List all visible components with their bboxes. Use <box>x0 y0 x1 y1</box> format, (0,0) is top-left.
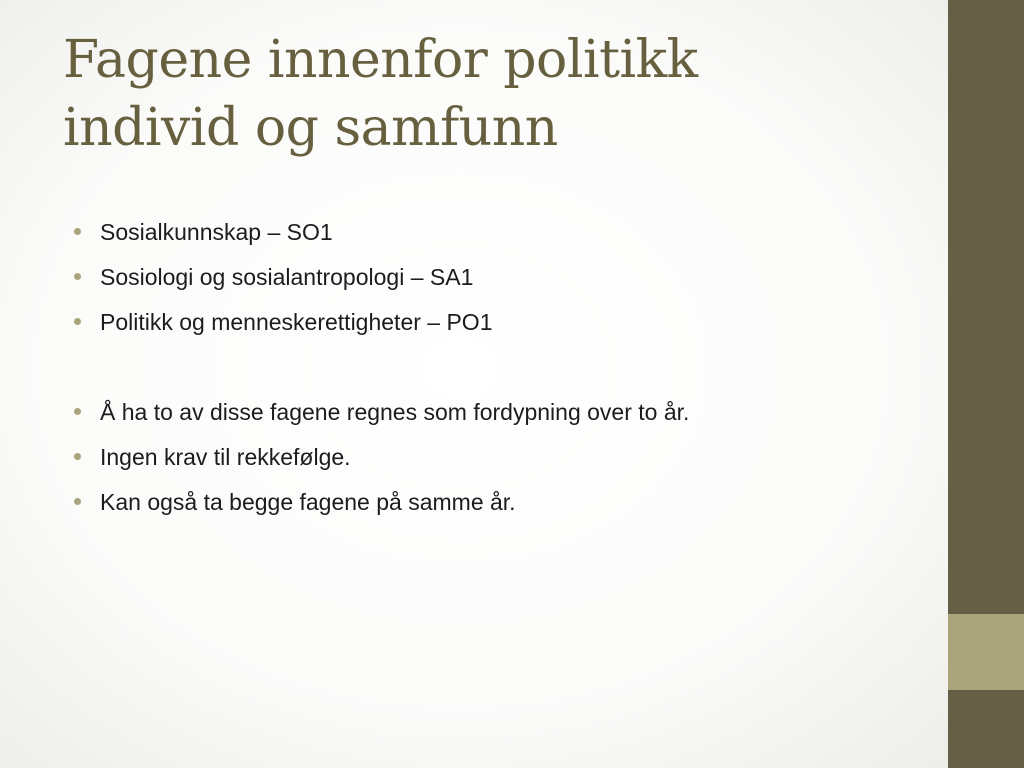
bullet-dot-icon <box>74 408 81 415</box>
bullet-text: Sosialkunnskap – SO1 <box>100 219 333 245</box>
side-accent-block <box>948 614 1024 690</box>
bullet-item-sosialkunnskap <box>72 210 932 255</box>
bullet-item-sosiologi <box>72 255 932 300</box>
bullet-dot-icon <box>74 453 81 460</box>
bullet-spacer <box>72 345 932 390</box>
bullet-item-rekkefolge <box>72 435 932 480</box>
bullet-item-politikk <box>72 300 932 345</box>
bullet-dot-icon <box>74 228 81 235</box>
slide-title <box>63 26 923 162</box>
bullet-text: Ingen krav til rekkefølge. <box>100 444 351 470</box>
bullet-dot-icon <box>74 498 81 505</box>
title-line-1: Fagene innenfor politikk <box>63 30 698 90</box>
bullet-item-begge-fagene <box>72 480 932 525</box>
bullet-text: Politikk og menneskerettigheter – PO1 <box>100 309 493 335</box>
bullet-item-fordypning <box>72 390 932 435</box>
bullet-dot-icon <box>74 273 81 280</box>
title-line-2: individ og samfunn <box>63 98 558 158</box>
bullet-dot-icon <box>74 318 81 325</box>
bullet-text: Å ha to av disse fagene regnes som fordypning over to år. <box>100 399 690 425</box>
bullet-list <box>72 210 932 525</box>
bullet-text: Kan også ta begge fagene på samme år. <box>100 489 516 515</box>
bullet-text: Sosiologi og sosialantropologi – SA1 <box>100 264 474 290</box>
